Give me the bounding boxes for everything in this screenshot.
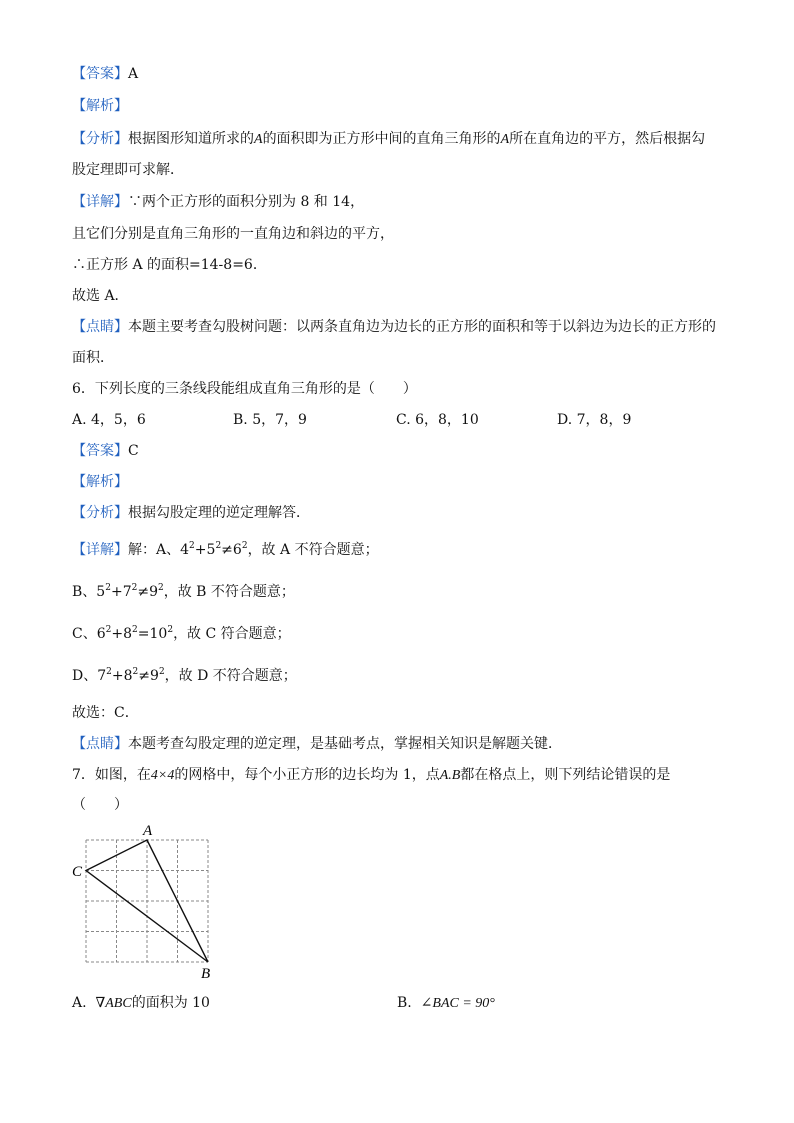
stem-text: 都在格点上，则下列结论错误的是: [460, 767, 671, 783]
answer-value: C: [128, 443, 139, 459]
fenxi-text: 根据图形知道所求的: [128, 131, 254, 147]
detail-line2-q5: 且它们分别是直角三角形的一直角边和斜边的平方，: [72, 226, 394, 242]
fenxi-text: 的面积即为正方形中间的直角三角形的: [262, 131, 501, 147]
grid-size: 4×4: [150, 768, 175, 783]
detail-line-b-q6: [72, 582, 295, 602]
fenxi-tag: 【分析】: [72, 505, 128, 521]
comment-line1-q5: [72, 317, 716, 337]
detail-line3-q5: ∴正方形 A 的面积=14-8=6．: [72, 257, 267, 273]
q6-option-c: C. 6，8，10: [396, 412, 479, 428]
option-text: 的面积为 10: [131, 995, 210, 1011]
answer-tag: 【答案】: [72, 66, 128, 82]
fenxi-text: 根据勾股定理的逆定理解答．: [128, 505, 310, 521]
detail-text: ，故 C 符合题意；: [173, 626, 291, 642]
question-6-stem: 6．下列长度的三条线段能组成直角三角形的是（ ）: [72, 381, 417, 397]
math-var: A.B: [439, 768, 461, 783]
question-7-stem-line2: （ ）: [72, 797, 128, 813]
detail-text: ，故 A 不符合题意；: [247, 542, 379, 558]
math-var: A: [254, 132, 263, 147]
equation: $4^2+5^2\ne 6^2$: [180, 541, 248, 558]
equation: $7^2+8^2\ne 9^2$: [97, 667, 165, 684]
detail-line-d-q6: [72, 666, 297, 686]
detail-tag: 【详解】: [72, 194, 128, 210]
choose-line-q5: 故选 A．: [72, 288, 129, 304]
option-math: ∠BAC = 90°: [420, 996, 495, 1011]
q7-option-b: [397, 993, 495, 1014]
comment-text: 本题考查勾股定理的逆定理，是基础考点，掌握相关知识是解题关键．: [128, 736, 562, 752]
fenxi-line1-q5: [72, 129, 705, 150]
triangle-symbol: ∇: [95, 995, 106, 1011]
detail-text: 解：A、: [128, 542, 181, 558]
detail-text: ∵两个正方形的面积分别为 8 和 14，: [128, 194, 365, 210]
option-letter: A.: [72, 995, 87, 1011]
detail-line-a-q6: [72, 540, 379, 560]
fenxi-tag: 【分析】: [72, 131, 128, 147]
comment-tag: 【点睛】: [72, 736, 128, 752]
comment-line2-q5: 面积．: [72, 350, 114, 366]
comment-tag: 【点睛】: [72, 319, 128, 335]
fenxi-line2-q5: 股定理即可求解．: [72, 162, 184, 178]
detail-line-c-q6: [72, 624, 291, 644]
answer-tag: 【答案】: [72, 443, 128, 459]
comment-line-q6: [72, 734, 562, 754]
q6-option-d: D. 7，8，9: [557, 412, 632, 428]
q6-option-b: B. 5，7，9: [233, 412, 307, 428]
fenxi-line-q6: [72, 503, 310, 523]
grid-lines: [86, 840, 208, 962]
comment-text: 本题主要考查勾股树问题：以两条直角边为边长的正方形的面积和等于以斜边为边长的正方形的: [128, 319, 716, 335]
answer-line-q6: [72, 441, 139, 461]
choose-line-q6: 故选：C．: [72, 705, 139, 721]
analysis-tag-q6: [72, 472, 128, 492]
detail-text: ，故 B 不符合题意；: [163, 584, 295, 600]
math-var: A: [500, 132, 510, 147]
stem-text: 7．如图，在: [72, 767, 151, 783]
answer-line-q5: [72, 64, 138, 84]
option-letter: B.: [397, 995, 412, 1011]
answer-value: A: [128, 66, 139, 82]
label-point-b: B: [201, 966, 211, 982]
math-var: ABC: [105, 996, 132, 1011]
analysis-tag: 【解析】: [72, 474, 128, 490]
analysis-tag: 【解析】: [72, 98, 128, 114]
detail-text: C、: [72, 626, 97, 642]
detail-text: D、: [72, 668, 98, 684]
label-point-a: A: [143, 823, 153, 839]
question-7-stem: [72, 765, 670, 786]
detail-line1-q5: [72, 192, 364, 212]
label-point-c: C: [72, 864, 83, 880]
detail-text: B、: [72, 584, 97, 600]
grid-triangle-figure: [66, 820, 226, 985]
equation: $5^2+7^2\ne 9^2$: [96, 583, 164, 600]
equation: $6^2+8^2=10^2$: [96, 625, 174, 642]
q7-option-a: [72, 993, 210, 1014]
analysis-tag-q5: [72, 96, 128, 116]
stem-text: 的网格中，每个小正方形的边长均为 1，点: [174, 767, 440, 783]
detail-text: ，故 D 不符合题意；: [164, 668, 297, 684]
q6-option-a: A. 4，5，6: [72, 412, 146, 428]
fenxi-text: 所在直角边的平方，然后根据勾: [509, 131, 706, 147]
detail-tag: 【详解】: [72, 542, 128, 558]
